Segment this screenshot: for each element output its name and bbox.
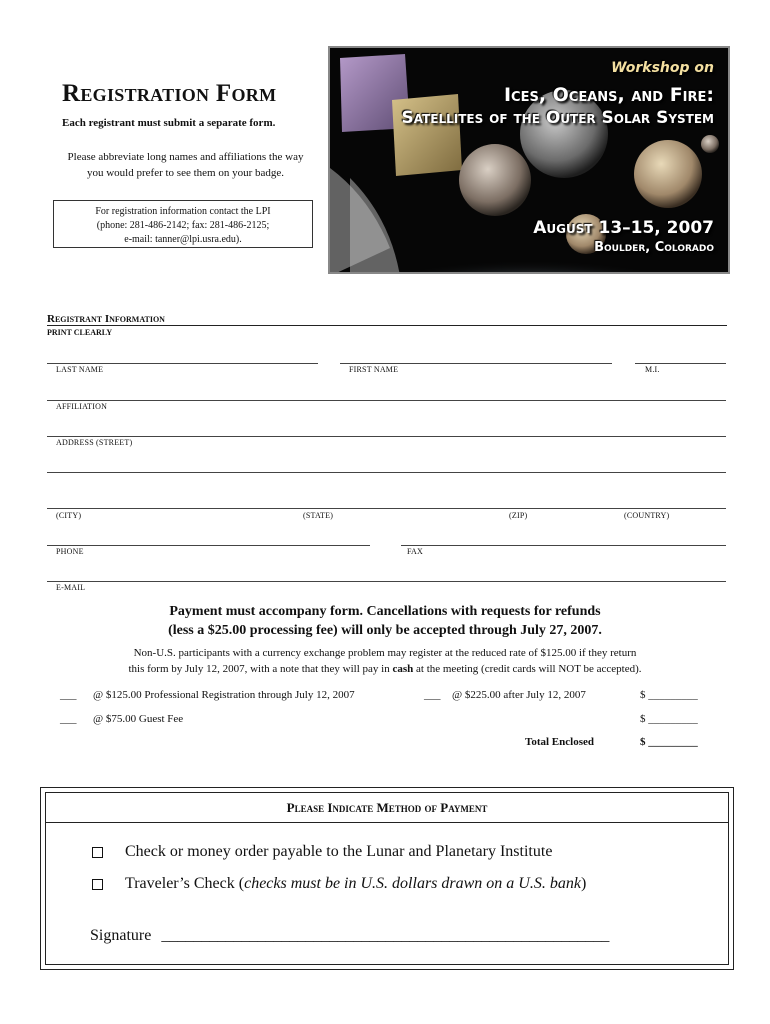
contact-line: For registration information contact the LPI — [95, 206, 271, 217]
signature-label: Signature — [90, 927, 152, 944]
contact-line: (phone: 281-486-2142; fax: 281-486-2125; — [96, 220, 270, 231]
last-name-field[interactable] — [47, 363, 318, 364]
workshop-banner — [328, 46, 730, 274]
non-us-note-line: this form by July 12, 2007, with a note that they will pay in cash at the meeting (credit cards will NOT be accepted). — [128, 663, 642, 675]
address-line-2-field[interactable] — [47, 472, 726, 473]
affiliation-label: AFFILIATION — [56, 402, 108, 411]
late-fee-blank[interactable]: ___ — [424, 689, 441, 701]
check-payment-checkbox[interactable] — [92, 847, 103, 858]
non-us-note-line: Non-U.S. participants with a currency exchange problem may register at the reduced rate of $125.00 if they return — [133, 647, 637, 659]
country-label: (COUNTRY) — [624, 511, 670, 520]
email-field[interactable] — [47, 581, 726, 582]
phone-label: PHONE — [56, 547, 84, 556]
guest-amount-field[interactable]: $ _________ — [640, 713, 698, 725]
banner-workshop: Workshop on — [611, 60, 714, 76]
payment-notice — [60, 602, 710, 640]
form-subtitle: Each registrant must submit a separate form. — [62, 117, 276, 129]
signature-row — [90, 927, 609, 945]
banner-title-line1: Ices, Oceans, and Fire: — [503, 84, 714, 106]
contact-line: e-mail: tanner@lpi.usra.edu). — [124, 234, 242, 245]
state-label: (STATE) — [303, 511, 334, 520]
contact-box — [53, 200, 313, 248]
zip-label: (ZIP) — [509, 511, 528, 520]
first-name-label: FIRST NAME — [349, 365, 399, 374]
late-fee-label: @ $225.00 after July 12, 2007 — [452, 689, 586, 701]
affiliation-field[interactable] — [47, 400, 726, 401]
total-enclosed-field[interactable]: $ _________ — [640, 736, 698, 748]
banner-location: Boulder, Colorado — [594, 240, 714, 255]
city-label: (CITY) — [56, 511, 82, 520]
address-field[interactable] — [47, 436, 726, 437]
city-state-zip-country-field[interactable] — [47, 508, 726, 509]
guest-fee-blank[interactable]: ___ — [60, 713, 77, 725]
registration-amount-field[interactable]: $ _________ — [640, 689, 698, 701]
banner-title-line2: Satellites of the Outer Solar System — [401, 108, 714, 128]
last-name-label: LAST NAME — [56, 365, 104, 374]
banner-date: August 13–15, 2007 — [533, 218, 714, 238]
check-payment-label: Check or money order payable to the Lunar and Planetary Institute — [125, 843, 553, 860]
professional-fee-label: @ $125.00 Professional Registration through July 12, 2007 — [93, 689, 355, 701]
total-enclosed-label: Total Enclosed — [525, 736, 594, 748]
payment-notice-line: (less a $25.00 processing fee) will only be accepted through July 27, 2007. — [168, 623, 602, 638]
phone-field[interactable] — [47, 545, 370, 546]
payment-method-divider — [45, 822, 729, 823]
fax-label: FAX — [407, 547, 424, 556]
non-us-note — [60, 645, 710, 677]
form-title: Registration Form — [62, 80, 277, 107]
registrant-section-title: Registrant Information — [47, 313, 727, 326]
guest-fee-label: @ $75.00 Guest Fee — [93, 713, 184, 725]
payment-notice-line: Payment must accompany form. Cancellations with requests for refunds — [169, 604, 601, 619]
email-label: E-MAIL — [56, 583, 86, 592]
print-clearly-note: PRINT CLEARLY — [47, 328, 113, 337]
middle-initial-field[interactable] — [635, 363, 726, 364]
badge-instruction: Please abbreviate long names and affiliations the way you would prefer to see them on your badge. — [67, 151, 304, 179]
first-name-field[interactable] — [340, 363, 612, 364]
signature-field[interactable]: ________________________________________________________ — [161, 927, 610, 944]
fax-field[interactable] — [401, 545, 726, 546]
travelers-check-checkbox[interactable] — [92, 879, 103, 890]
travelers-check-label: Traveler’s Check (checks must be in U.S. dollars drawn on a U.S. bank) — [125, 875, 587, 892]
middle-initial-label: M.I. — [645, 365, 660, 374]
professional-fee-blank[interactable]: ___ — [60, 689, 77, 701]
payment-method-title: Please Indicate Method of Payment — [286, 800, 488, 815]
address-label: ADDRESS (STREET) — [56, 438, 133, 447]
